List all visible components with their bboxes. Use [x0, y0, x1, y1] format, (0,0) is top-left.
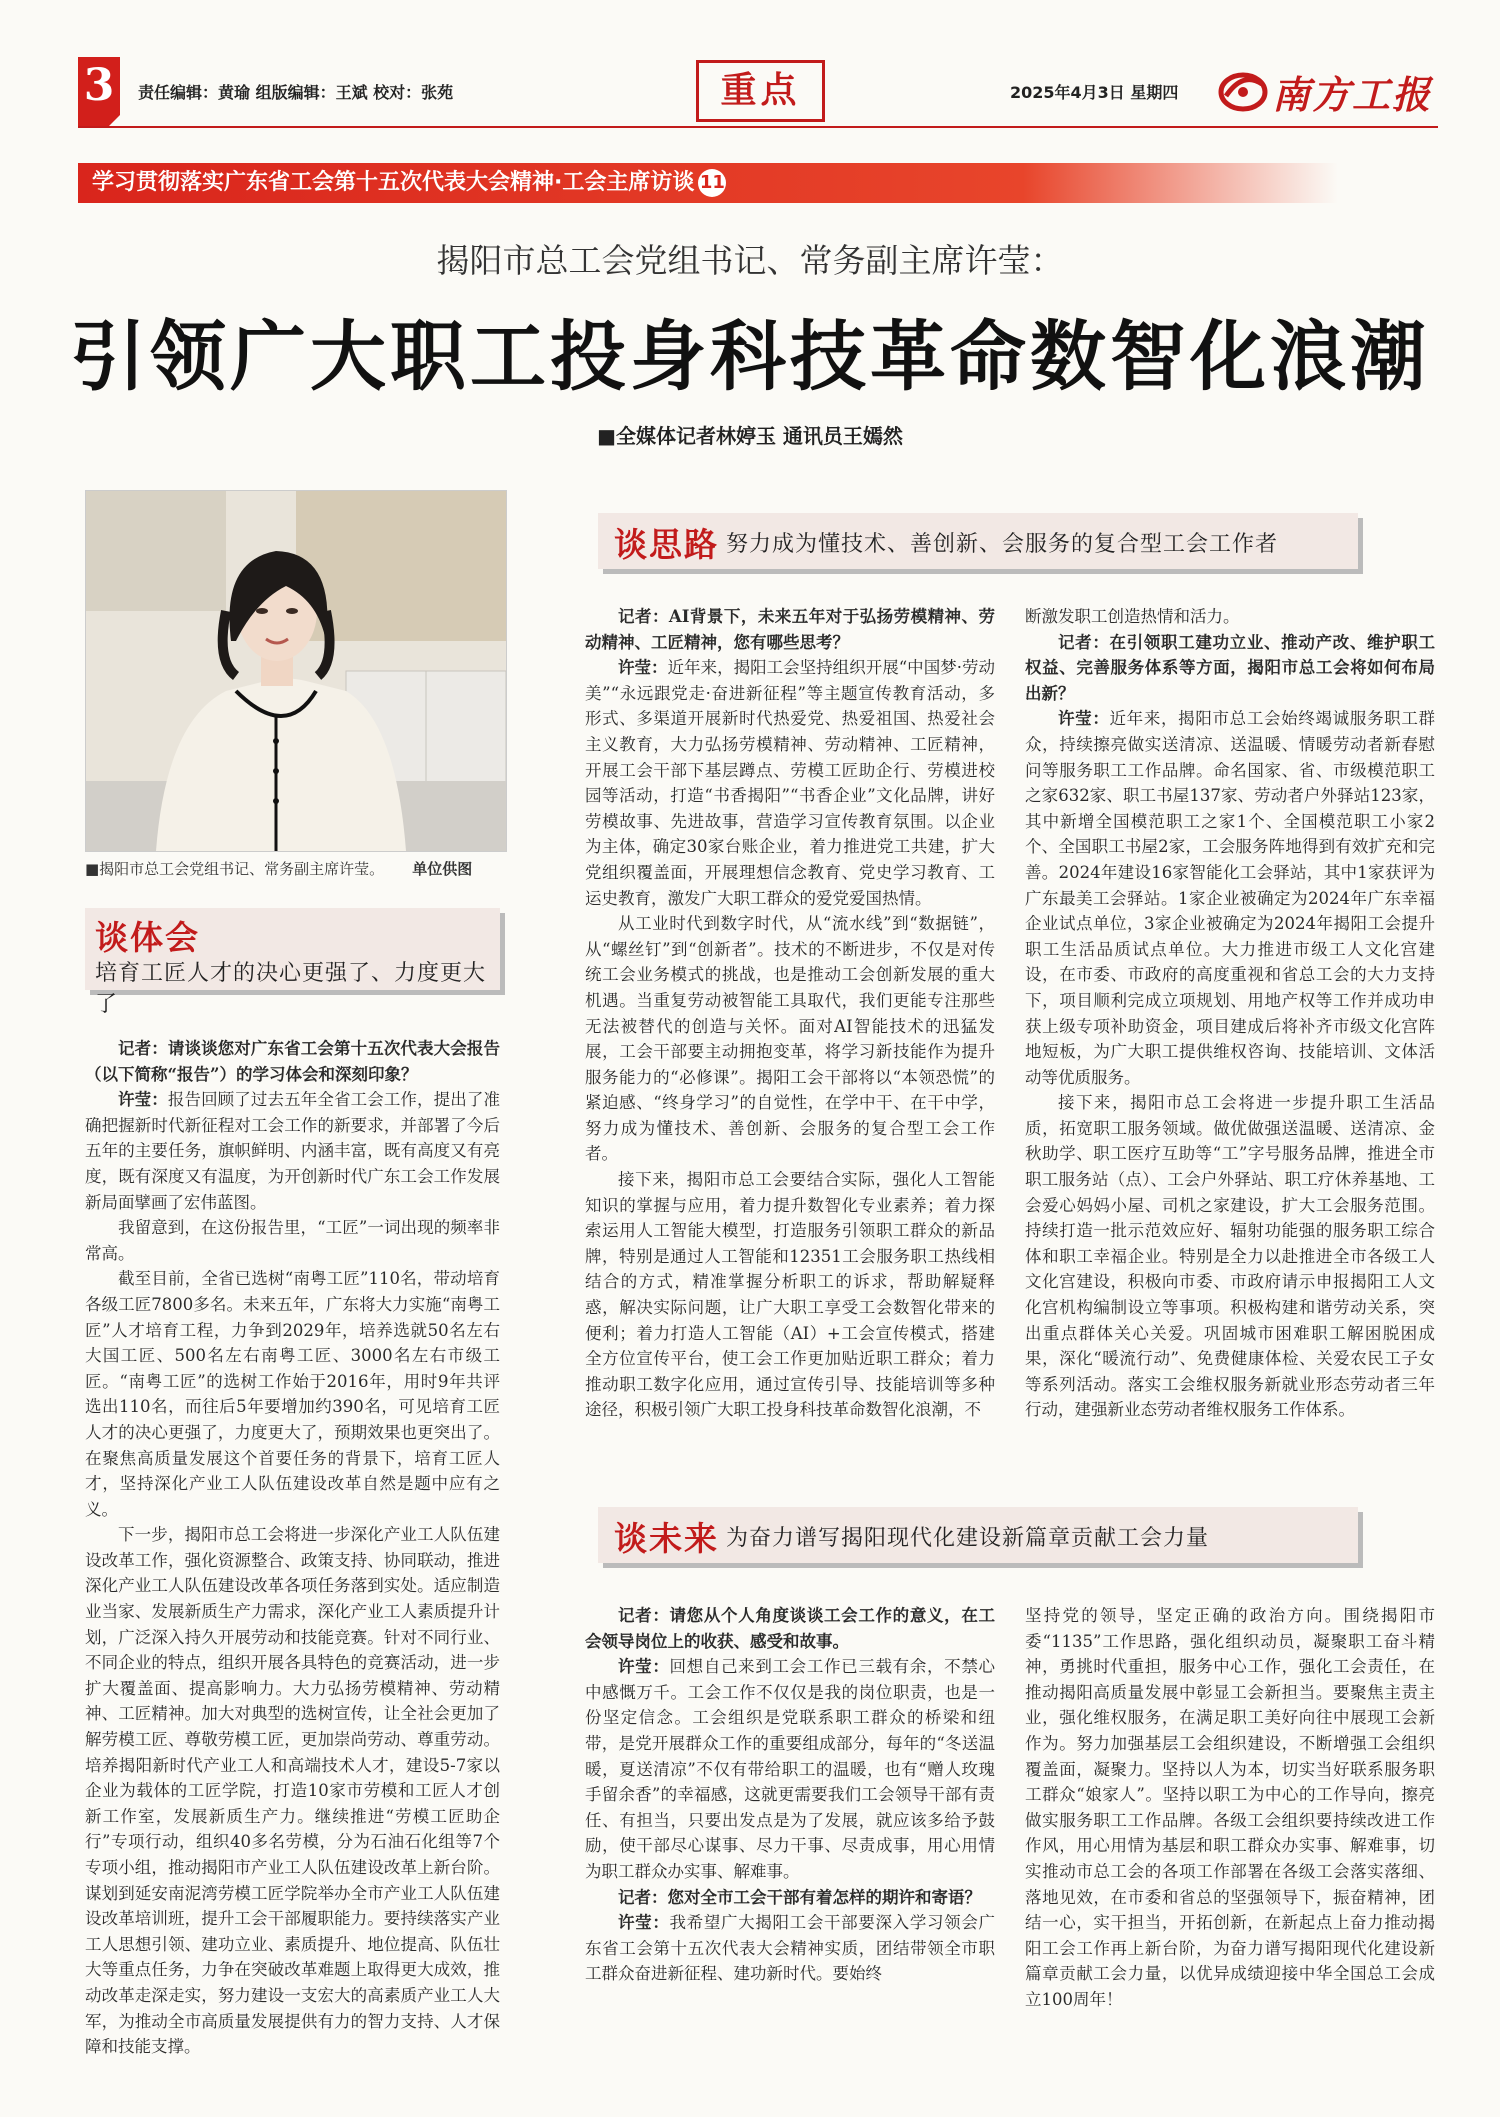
- paragraph: 接下来，揭阳市总工会将进一步提升职工生活品质，拓宽职工服务领域。做优做强送温暖、送清凉、金秋助学、职工医疗互助等“工”字号服务品牌，推进全市职工服务站（点）、工会户外驿站、职工疗休养基地、工会爱心妈妈小屋、司机之家建设，扩大工会服务范围。持续打造一批示范效应好、辐射功能强的服务职工综合体和职工幸福企业。特别是全力以赴推进全市各级工人文化宫建设，积极向市委、市政府请示申报揭阳工人文化宫机构编制设立等事项。积极构建和谐劳动关系，突出重点群体关心关爱。巩固城市困难职工解困脱困成果，深化“暖流行动”、免费健康体检、关爱农民工子女等系列活动。落实工会维权服务新就业形态劳动者三年行动，建强新业态劳动者维权服务工作体系。: [1025, 1093, 1435, 1420]
- paragraph: 下一步，揭阳市总工会将进一步深化产业工人队伍建设改革工作，强化资源整合、政策支持、协同联动，推进深化产业工人队伍建设改革各项任务落到实处。适应制造业当家、发展新质生产力需求，深化产业工人素质提升计划，广泛深入持久开展劳动和技能竞赛。针对不同行业、不同企业的特点，组织开展各具特色的竞赛活动，进一步扩大覆盖面、提高影响力。大力弘扬劳模精神、劳动精神、工匠精神。加大对典型的选树宣传，让全社会更加了解劳模工匠、尊敬劳模工匠，更加崇尚劳动、尊重劳动。培养揭阳新时代产业工人和高端技术人才，建设5-7家以企业为载体的工匠学院，打造10家市劳模和工匠人才创新工作室，发展新质生产力。继续推进“劳模工匠助企行”专项行动，组织40多名劳模，分为石油石化组等7个专项小组，推动揭阳市产业工人队伍建设改革上新台阶。谋划到延安南泥湾劳模工匠学院举办全市产业工人队伍建设改革培训班，提升工会干部履职能力。要持续落实产业工人思想引领、建功立业、素质提升、地位提高、队伍壮大等重点任务，力争在突破改革难题上取得更大成效，推动改革走深走实，努力建设一支宏大的高素质产业工人大军，为推动全市高质量发展提供有力的智力支持、人才保障和技能支撑。: [85, 1525, 500, 2057]
- caption-text: ■揭阳市总工会党组书记、常务副主席许莹。: [85, 860, 385, 878]
- column-silu-right: [1025, 604, 1435, 1484]
- editors-line: 责任编辑：黄瑜 组版编辑：王斌 校对：张苑: [138, 83, 454, 102]
- answer-paragraph: [585, 1910, 995, 1987]
- speaker: 许莹：: [618, 658, 668, 678]
- photo-credit: 单位供图: [412, 860, 473, 878]
- paragraph: 断激发职工创造热情和活力。: [1025, 607, 1240, 626]
- paragraph: 坚持党的领导，坚定正确的政治方向。围绕揭阳市委“1135”工作思路，强化组织动员，凝聚职工奋斗精神，勇挑时代重担，服务中心工作，强化工会责任，在推动揭阳高质量发展中彰显工会新担当。要聚焦主责主业，强化维权服务，在满足职工美好向往中展现工会新作为。努力加强基层工会组织建设，不断增强工会组织覆盖面，凝聚力。坚持以人为本，切实当好联系服务职工群众“娘家人”。坚持以职工为中心的工作导向，擦亮做实服务职工工作品牌。各级工会组织要持续改进工作作风，用心用情为基层和职工群众办实事、解难事，切实推动市总工会的各项工作部署在各级工会落实落细、落地见效，在市委和省总的坚强领导下，振奋精神，团结一心，实干担当，开拓创新，在新起点上奋力推动揭阳工会工作再上新台阶，为奋力谱写揭阳现代化建设新篇章贡献工会力量，以优异成绩迎接中华全国总工会成立100周年！: [1025, 1606, 1435, 2009]
- series-label: 学习贯彻落实广东省工会第十五次代表大会精神·工会主席访谈: [92, 170, 695, 195]
- paragraph: 我留意到，在这份报告里，“工匠”一词出现的频率非常高。: [85, 1218, 500, 1263]
- section-banner-tihui: [85, 908, 500, 1017]
- column-weilai-left: [585, 1603, 995, 2053]
- section-tag: 重点: [696, 60, 825, 122]
- article-title: 引领广大职工投身科技革命数智化浪潮: [70, 312, 1430, 401]
- answer-paragraph: [585, 1654, 995, 1884]
- paragraph: 从工业时代到数字时代，从“流水线”到“数据链”，从“螺丝钉”到“创新者”。技术的不断进步，不仅是对传统工会业务模式的挑战，也是推动工会创新发展的重大机遇。当重复劳动被智能工具取代，我们更能专注那些无法被替代的创造与关怀。面对AI智能技术的迅猛发展，工会干部要主动拥抱变革，将学习新技能作为提升服务能力的“必修课”。揭阳工会干部将以“本领恐慌”的紧迫感、“终身学习”的自觉性，在学中干、在干中学，努力成为懂技术、善创新、会服务的复合型工会工作者。: [585, 914, 995, 1164]
- paragraph: 截至目前，全省已选树“南粤工匠”110名，带动培育各级工匠7800多名。未来五年，广东将大力实施“南粤工匠”人才培育工程，力争到2029年，培养选就50名左右大国工匠、500名左右南粤工匠、3000名左右市级工匠。“南粤工匠”的选树工作始于2016年，用时9年共评选出110名，而往后5年要增加约390名，可见培育工匠人才的决心更强了，力度更大了，预期效果也更突出了。在聚焦高质量发展这个首要任务的背景下，培育工匠人才，坚持深化产业工人队伍建设改革自然是题中应有之义。: [85, 1269, 500, 1519]
- masthead-logo-icon: [1218, 66, 1268, 112]
- issue-date: 2025年4月3日 星期四: [1010, 83, 1179, 102]
- section-title: 谈思路: [614, 525, 719, 564]
- section-title: 谈未来: [614, 1519, 719, 1558]
- article-subtitle: 揭阳市总工会党组书记、常务副主席许莹：: [436, 241, 1064, 280]
- speaker: 许莹：: [618, 1657, 670, 1677]
- answer-text: 近年来，揭阳市总工会始终竭诚服务职工群众，持续擦亮做实送清凉、送温暖、情暖劳动者新春慰问等服务职工工作品牌。命名国家、省、市级模范职工之家632家、职工书屋137家、劳动者户外驿站123家，其中新增全国模范职工之家1个、全国模范职工小家2个、全国职工书屋2家，工会服务阵地得到有效扩充和完善。2024年建设16家智能化工会驿站，其中1家获评为广东最美工会驿站。1家企业被确定为2024年广东幸福企业试点单位，3家企业被确定为2024年揭阳工会提升职工生活品质试点单位。大力推进市级工人文化宫建设，在市委、市政府的高度重视和省总工会的大力支持下，项目顺利完成立项规划、用地产权等工作并成功申获上级专项补助资金，项目建成后将补齐市级文化宫阵地短板，为广大职工提供维权咨询、技能培训、文体活动等优质服务。: [1025, 709, 1436, 1087]
- column-weilai-right: [1025, 1603, 1435, 2053]
- answer-text: 我希望广大揭阳工会干部要深入学习领会广东省工会第十五次代表大会精神实质，团结带领全市职工群众奋进新征程、建功新时代。要始终: [585, 1913, 996, 1984]
- section-banner-silu: [598, 513, 1358, 569]
- header-rule: [78, 126, 1438, 128]
- masthead-title: 南方工报: [1272, 72, 1433, 117]
- section-title: 谈体会: [95, 918, 200, 957]
- answer-text: 近年来，揭阳工会坚持组织开展“中国梦·劳动美”“永远跟党走·奋进新征程”等主题宣传教育活动，多形式、多渠道开展新时代热爱党、热爱祖国、热爱社会主义教育，大力弘扬劳模精神、劳动精神、工匠精神，开展工会干部下基层蹲点、劳模工匠助企行、劳模进校园等活动，打造“书香揭阳”“书香企业”文化品牌，讲好劳模故事、先进故事，营造学习宣传教育氛围。以企业为主体，确定30家台账企业，着力推进党工共建，扩大党组织覆盖面，开展理想信念教育、党史学习教育、工运史教育，激发广大职工群众的爱党爱国热情。: [585, 658, 995, 908]
- series-number: 11: [698, 169, 726, 197]
- answer-text: 报告回顾了过去五年全省工会工作，提出了准确把握新时代新征程对工会工作的新要求，并部署了今后五年的主要任务，旗帜鲜明、内涵丰富，既有高度又有亮度，既有深度又有温度，为开创新时代广东工会工作发展新局面擘画了宏伟蓝图。: [85, 1090, 501, 1212]
- question: 记者：您对全市工会干部有着怎样的期许和寄语？: [618, 1887, 981, 1907]
- byline: ■全媒体记者林婷玉 通讯员王嫣然: [597, 424, 903, 448]
- section-subtitle: 培育工匠人才的决心更强了、力度更大了: [95, 961, 487, 1017]
- column-silu-left: [585, 604, 995, 1484]
- photo-caption: [85, 858, 472, 879]
- answer-paragraph: [85, 1087, 500, 1215]
- paragraph: 接下来，揭阳市总工会要结合实际，强化人工智能知识的掌握与应用，着力提升数智化专业素养；着力探索运用人工智能大模型，打造服务引领职工群众的新品牌，特别是通过人工智能和12351工会服务职工热线相结合的方式，精准掌握分析职工的诉求，帮助解疑释惑，解决实际问题，让广大职工享受工会数智化带来的便利；着力打造人工智能（AI）+工会宣传模式，搭建全方位宣传平台，使工会工作更加贴近职工群众；着力推动职工数字化应用，通过宣传引导、技能培训等多种途径，积极引领广大职工投身科技革命数智化浪潮，不: [585, 1170, 995, 1420]
- question: 记者：请谈谈您对广东省工会第十五次代表大会报告（以下简称“报告”）的学习体会和深刻印象？: [85, 1039, 500, 1084]
- answer-paragraph: [585, 655, 995, 911]
- speaker: 许莹：: [118, 1090, 168, 1110]
- speaker: 许莹：: [1058, 709, 1110, 729]
- interviewee-photo: [85, 490, 507, 852]
- series-banner: [78, 163, 1338, 203]
- question: 记者：在引领职工建功立业、推动产改、维护职工权益、完善服务体系等方面，揭阳市总工会将如何布局出新？: [1025, 632, 1435, 703]
- column-tihui: [85, 1036, 501, 2057]
- section-subtitle: 为奋力谱写揭阳现代化建设新篇章贡献工会力量: [726, 1526, 1210, 1551]
- question: 记者：AI背景下，未来五年对于弘扬劳模精神、劳动精神、工匠精神，您有哪些思考？: [585, 607, 995, 652]
- section-banner-weilai: [598, 1507, 1358, 1563]
- section-subtitle: 努力成为懂技术、善创新、会服务的复合型工会工作者: [726, 532, 1279, 557]
- speaker: 许莹：: [618, 1913, 670, 1933]
- answer-paragraph: [1025, 706, 1435, 1090]
- question: 记者：请您从个人角度谈谈工会工作的意义，在工会领导岗位上的收获、感受和故事。: [585, 1606, 995, 1651]
- answer-text: 回想自己来到工会工作已三载有余，不禁心中感慨万千。工会工作不仅仅是我的岗位职责，也是一份坚定信念。工会组织是党联系职工群众的桥梁和纽带，是党开展群众工作的重要组成部分，每年的“冬送温暖，夏送清凉”不仅有带给职工的温暖，也有“赠人玫瑰 手留余香”的幸福感，这就更需要我们工会领导干部有责任、有担当，只要出发点是为了发展，就应该多给予鼓励，使干部尽心谋事、尽力干事、尽责成事，用心用情为职工群众办实事、解难事。: [585, 1657, 996, 1881]
- page-number: 3: [83, 60, 115, 111]
